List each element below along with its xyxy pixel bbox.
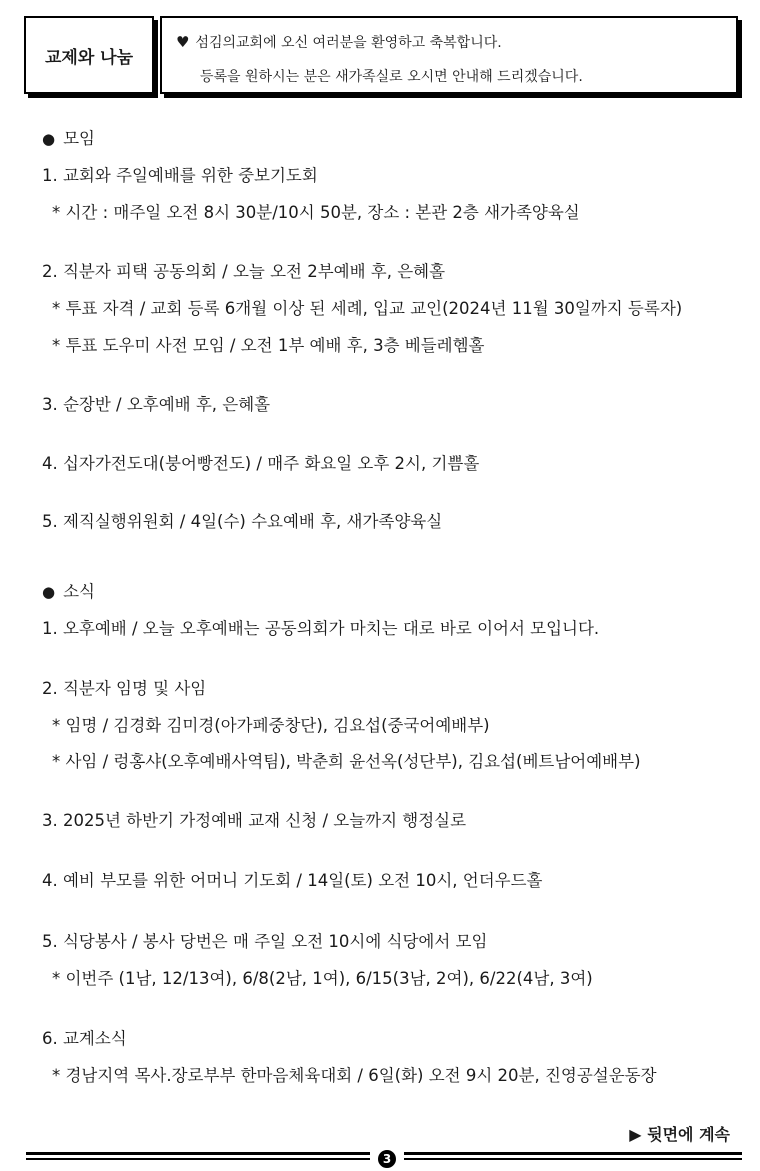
footer-line-right-thin [404,1158,742,1160]
heart-icon: ♥ [176,33,190,51]
news-item-5-detail: * 이번주 (1남, 12/13여), 6/8(2남, 1여), 6/15(3남, 2여), 6/22(4남, 3여) [52,969,593,988]
news-item-4: 4. 예비 부모를 위한 어머니 기도회 / 14일(토) 오전 10시, 언더우드홀 [42,871,543,890]
section-title-box [24,16,154,94]
welcome-line-1: ♥ 섬김의교회에 오신 여러분을 환영하고 축복합니다. [176,33,502,51]
meeting-item-4: 4. 십자가전도대(붕어빵전도) / 매주 화요일 오후 2시, 기쁨홀 [42,454,480,473]
meeting-item-3: 3. 순장반 / 오후예배 후, 은혜홀 [42,395,271,414]
news-heading: ● 소식 [42,582,95,601]
meeting-item-1-detail: * 시간 : 매주일 오전 8시 30분/10시 50분, 장소 : 본관 2층 새가족양육실 [52,203,580,222]
meeting-heading: ● 모임 [42,129,95,148]
meeting-item-2: 2. 직분자 피택 공동의회 / 오늘 오전 2부예배 후, 은혜홀 [42,262,446,281]
page-number: 3 [376,1148,398,1170]
news-item-6-detail: * 경남지역 목사.장로부부 한마음체육대회 / 6일(화) 오전 9시 20분, 진영공설운동장 [52,1066,657,1085]
footer-line-right [404,1152,742,1155]
news-item-3: 3. 2025년 하반기 가정예배 교재 신청 / 오늘까지 행정실로 [42,811,467,830]
meeting-item-2-detail-2: * 투표 도우미 사전 모임 / 오전 1부 예배 후, 3층 베들레헴홀 [52,336,485,355]
welcome-box [160,16,738,94]
news-item-5: 5. 식당봉사 / 봉사 당번은 매 주일 오전 10시에 식당에서 모임 [42,932,488,951]
meeting-item-5: 5. 제직실행위원회 / 4일(수) 수요예배 후, 새가족양육실 [42,512,443,531]
welcome-line-2: 등록을 원하시는 분은 새가족실로 오시면 안내해 드리겠습니다. [200,69,583,85]
news-item-2: 2. 직분자 임명 및 사임 [42,679,207,698]
meeting-item-1: 1. 교회와 주일예배를 위한 중보기도회 [42,166,318,185]
meeting-item-2-detail-1: * 투표 자격 / 교회 등록 6개월 이상 된 세례, 입교 교인(2024년 11월 30일까지 등록자) [52,299,683,318]
continue-on-back-label: ▶ 뒷면에 계속 [629,1125,730,1144]
bullet-icon: ● [42,130,56,148]
news-item-1: 1. 오후예배 / 오늘 오후예배는 공동의회가 마치는 대로 바로 이어서 모입니다. [42,619,600,638]
section-title: 교제와 나눔 [44,47,134,68]
footer-line-left-thin [26,1158,370,1160]
news-item-2-detail-1: * 임명 / 김경화 김미경(아가페중창단), 김요섭(중국어예배부) [52,716,490,735]
footer-rule [26,1148,742,1168]
footer-line-left [26,1152,370,1155]
bullet-icon: ● [42,583,56,601]
header [24,16,740,98]
news-item-2-detail-2: * 사임 / 렁홍샤(오후예배사역팀), 박춘희 윤선옥(성단부), 김요섭(베트남어예배부) [52,752,641,771]
news-item-6: 6. 교계소식 [42,1029,127,1048]
